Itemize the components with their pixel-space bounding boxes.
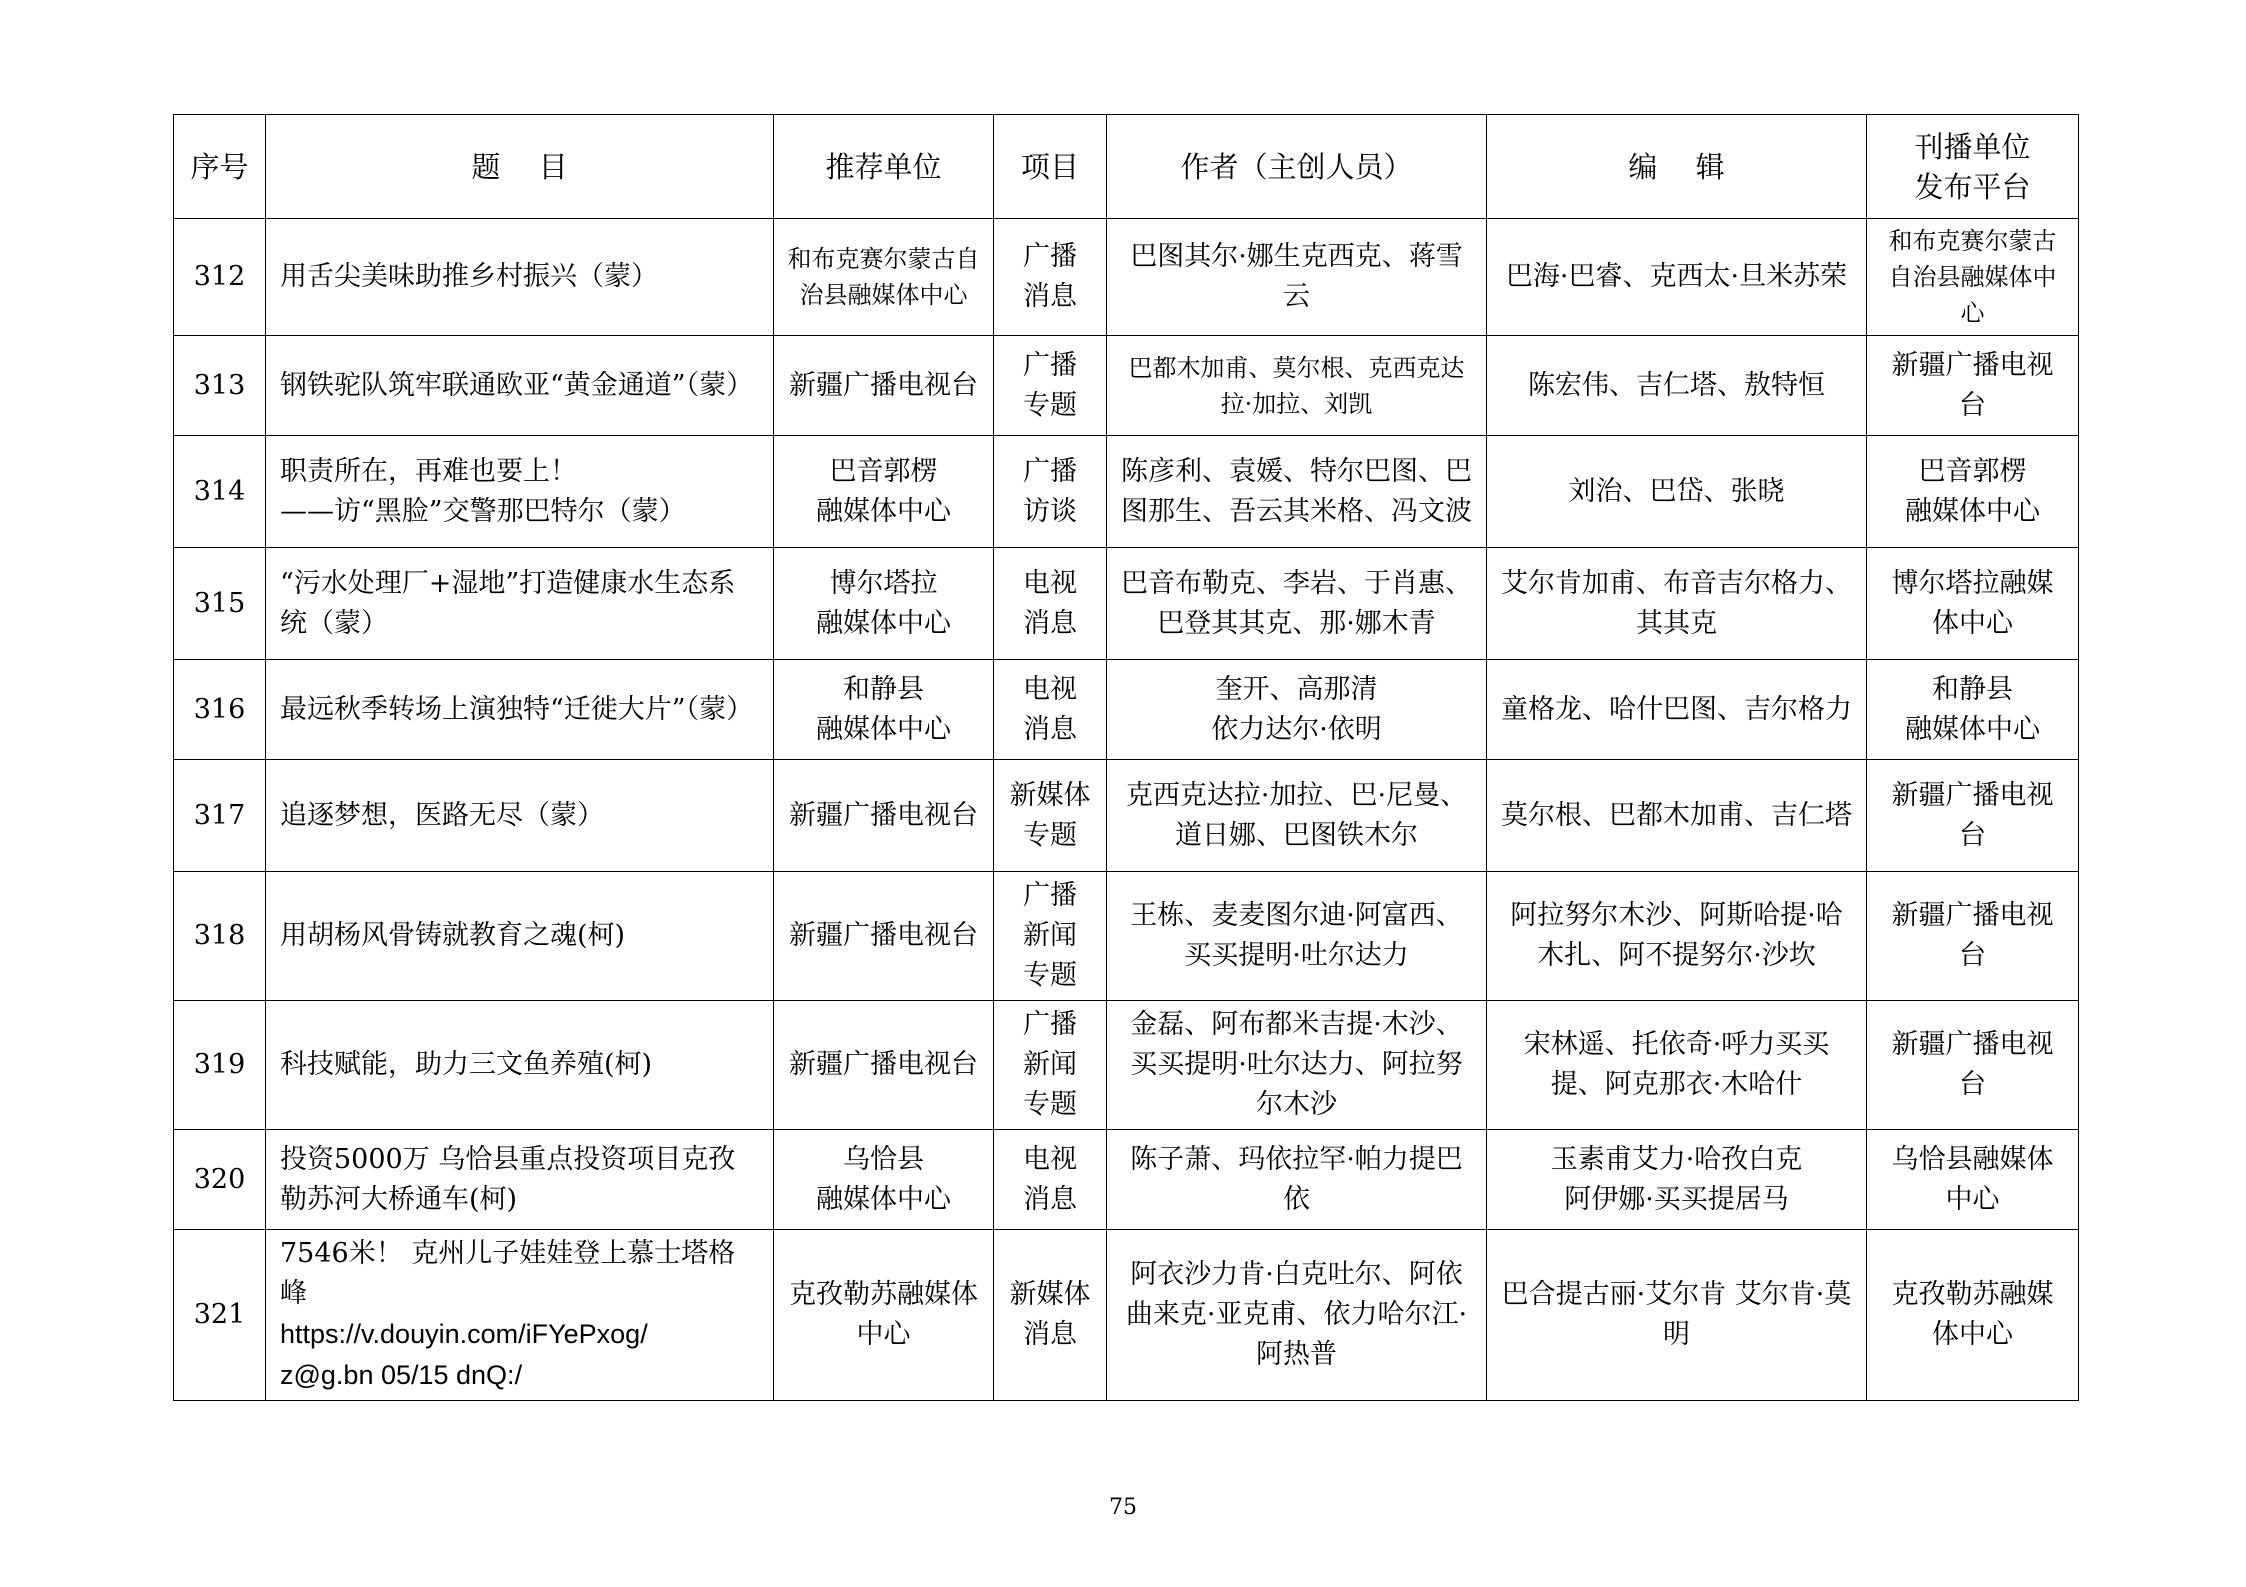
cell-platform: 克孜勒苏融媒体中心 (1867, 1230, 2079, 1401)
cell-item: 电视 消息 (994, 548, 1107, 660)
cell-author: 阿衣沙力肯·白克吐尔、阿依曲来克·亚克甫、依力哈尔江·阿热普 (1107, 1230, 1487, 1401)
table-row (174, 336, 2079, 436)
cell-item: 电视 消息 (994, 660, 1107, 760)
table-row (174, 1230, 2079, 1401)
cell-item: 广播 消息 (994, 219, 1107, 336)
cell-author: 陈子萧、玛依拉罕·帕力提巴依 (1107, 1130, 1487, 1230)
cell-author: 巴音布勒克、李岩、于肖惠、巴登其其克、那·娜木青 (1107, 548, 1487, 660)
awards-table (173, 114, 2079, 1401)
cell-editor: 陈宏伟、吉仁塔、敖特恒 (1487, 336, 1867, 436)
cell-item: 广播 专题 (994, 336, 1107, 436)
cell-author: 巴都木加甫、莫尔根、克西克达拉·加拉、刘凯 (1107, 336, 1487, 436)
cell-no: 320 (174, 1130, 266, 1230)
cell-author: 陈彦利、袁媛、特尔巴图、巴图那生、吾云其米格、冯文波 (1107, 436, 1487, 548)
header-no: 序号 (174, 115, 266, 219)
cell-item: 电视 消息 (994, 1130, 1107, 1230)
cell-editor: 艾尔肯加甫、布音吉尔格力、其其克 (1487, 548, 1867, 660)
cell-title-url: https://v.douyin.com/iFYePxog/ z@g.bn 05/15 dnQ:/ (280, 1319, 648, 1390)
cell-platform: 乌恰县融媒体中心 (1867, 1130, 2079, 1230)
page-number: 75 (1109, 1495, 1137, 1520)
cell-author: 王栋、麦麦图尔迪·阿富西、买买提明·吐尔达力 (1107, 872, 1487, 1001)
cell-title: 追逐梦想，医路无尽（蒙） (266, 760, 774, 872)
cell-editor: 宋林遥、托依奇·呼力买买提、阿克那衣·木哈什 (1487, 1001, 1867, 1130)
table-row (174, 548, 2079, 660)
table-row (174, 872, 2079, 1001)
cell-platform: 新疆广播电视台 (1867, 760, 2079, 872)
cell-editor: 莫尔根、巴都木加甫、吉仁塔 (1487, 760, 1867, 872)
cell-platform: 新疆广播电视台 (1867, 1001, 2079, 1130)
table-row (174, 1130, 2079, 1230)
cell-author: 金磊、阿布都米吉提·木沙、买买提明·吐尔达力、阿拉努尔木沙 (1107, 1001, 1487, 1130)
cell-no: 321 (174, 1230, 266, 1401)
table-header-row (174, 115, 2079, 219)
cell-no: 317 (174, 760, 266, 872)
cell-item: 广播 新闻 专题 (994, 1001, 1107, 1130)
table-row (174, 660, 2079, 760)
cell-no: 315 (174, 548, 266, 660)
cell-platform: 博尔塔拉融媒体中心 (1867, 548, 2079, 660)
cell-title: 最远秋季转场上演独特“迁徙大片”（蒙） (266, 660, 774, 760)
cell-title: 职责所在，再难也要上！ ——访“黑脸”交警那巴特尔（蒙） (266, 436, 774, 548)
cell-no: 316 (174, 660, 266, 760)
cell-editor: 玉素甫艾力·哈孜白克 阿伊娜·买买提居马 (1487, 1130, 1867, 1230)
cell-item: 新媒体 专题 (994, 760, 1107, 872)
cell-unit: 博尔塔拉 融媒体中心 (774, 548, 994, 660)
cell-unit: 巴音郭楞 融媒体中心 (774, 436, 994, 548)
cell-unit: 新疆广播电视台 (774, 872, 994, 1001)
cell-no: 312 (174, 219, 266, 336)
cell-editor: 巴合提古丽·艾尔肯 艾尔肯·莫明 (1487, 1230, 1867, 1401)
cell-platform: 巴音郭楞 融媒体中心 (1867, 436, 2079, 548)
header-item: 项目 (994, 115, 1107, 219)
table-row (174, 760, 2079, 872)
cell-author: 巴图其尔·娜生克西克、蒋雪云 (1107, 219, 1487, 336)
cell-title-text: 7546米！ 克州儿子娃娃登上慕士塔格峰 (280, 1238, 736, 1309)
cell-item: 广播 访谈 (994, 436, 1107, 548)
header-title: 题 目 (266, 115, 774, 219)
cell-unit: 克孜勒苏融媒体中心 (774, 1230, 994, 1401)
cell-title: 科技赋能，助力三文鱼养殖(柯) (266, 1001, 774, 1130)
header-author: 作者（主创人员） (1107, 115, 1487, 219)
cell-no: 319 (174, 1001, 266, 1130)
cell-unit: 新疆广播电视台 (774, 336, 994, 436)
cell-item: 新媒体 消息 (994, 1230, 1107, 1401)
table-row (174, 436, 2079, 548)
cell-unit: 新疆广播电视台 (774, 760, 994, 872)
cell-unit: 乌恰县 融媒体中心 (774, 1130, 994, 1230)
header-editor: 编 辑 (1487, 115, 1867, 219)
cell-unit: 新疆广播电视台 (774, 1001, 994, 1130)
cell-unit: 和布克赛尔蒙古自治县融媒体中心 (774, 219, 994, 336)
cell-title: 用舌尖美味助推乡村振兴（蒙） (266, 219, 774, 336)
cell-unit: 和静县 融媒体中心 (774, 660, 994, 760)
cell-no: 314 (174, 436, 266, 548)
cell-no: 313 (174, 336, 266, 436)
cell-title: 用胡杨风骨铸就教育之魂(柯) (266, 872, 774, 1001)
table-row (174, 219, 2079, 336)
cell-editor: 童格龙、哈什巴图、吉尔格力 (1487, 660, 1867, 760)
cell-title: “污水处理厂+湿地”打造健康水生态系统（蒙） (266, 548, 774, 660)
cell-no: 318 (174, 872, 266, 1001)
cell-platform: 新疆广播电视台 (1867, 872, 2079, 1001)
cell-editor: 阿拉努尔木沙、阿斯哈提·哈木扎、阿不提努尔·沙坎 (1487, 872, 1867, 1001)
cell-author: 奎开、高那清 依力达尔·依明 (1107, 660, 1487, 760)
cell-editor: 巴海·巴睿、克西太·旦米苏荣 (1487, 219, 1867, 336)
cell-title: 投资5000万 乌恰县重点投资项目克孜勒苏河大桥通车(柯) (266, 1130, 774, 1230)
cell-title: 钢铁驼队筑牢联通欧亚“黄金通道”（蒙） (266, 336, 774, 436)
cell-platform: 和布克赛尔蒙古自治县融媒体中心 (1867, 219, 2079, 336)
cell-editor: 刘治、巴岱、张晓 (1487, 436, 1867, 548)
cell-platform: 新疆广播电视台 (1867, 336, 2079, 436)
header-unit: 推荐单位 (774, 115, 994, 219)
table-row (174, 1001, 2079, 1130)
cell-author: 克西克达拉·加拉、巴·尼曼、道日娜、巴图铁木尔 (1107, 760, 1487, 872)
header-platform: 刊播单位 发布平台 (1867, 115, 2079, 219)
cell-item: 广播 新闻 专题 (994, 872, 1107, 1001)
cell-title (266, 1230, 774, 1401)
cell-platform: 和静县 融媒体中心 (1867, 660, 2079, 760)
